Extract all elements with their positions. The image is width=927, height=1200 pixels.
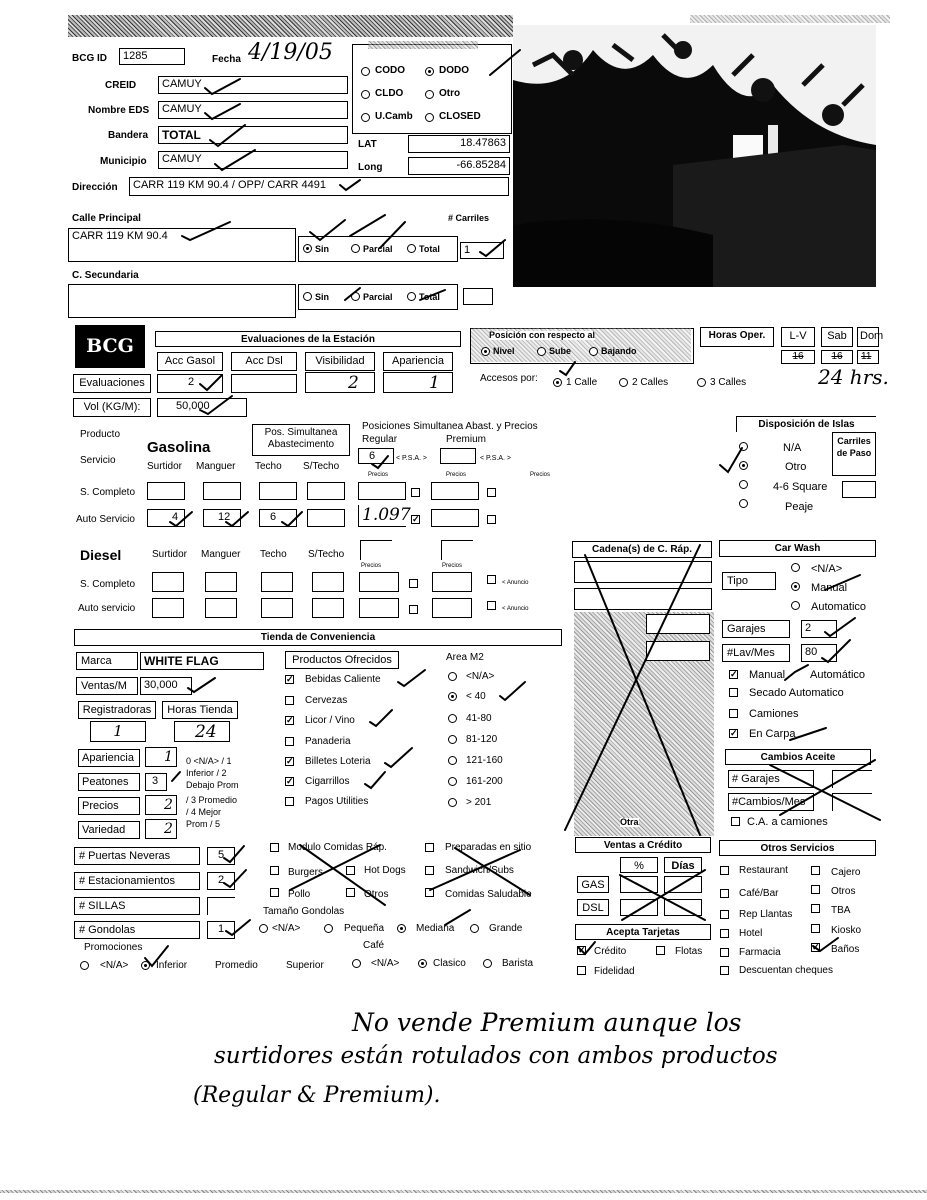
area-121-160-label: 121-160 (466, 755, 503, 766)
municipio-label: Municipio (100, 156, 147, 167)
area-na-label: <N/A> (466, 671, 495, 682)
bandera-field[interactable]: TOTAL (158, 126, 348, 144)
vol-label[interactable]: Vol (KG/M): (73, 398, 151, 417)
serv-cafebar-label: Café/Bar (739, 888, 779, 899)
carwash-manual-check[interactable]: ✓ (730, 669, 738, 679)
tam-pequena-label: Pequeña (344, 923, 385, 934)
producto-label: Producto (80, 429, 121, 440)
vol-field[interactable]: 50,000 (157, 398, 247, 417)
registradoras-field[interactable]: 1 (90, 721, 146, 742)
horas-dom-header: Dom (857, 327, 879, 347)
serv-tba-label: TBA (831, 905, 851, 916)
eval-apariencia-field[interactable]: 1 (383, 372, 453, 393)
eval-col-visibilidad[interactable]: Visibilidad (305, 352, 375, 371)
prod-licor-label: Licor / Vino (305, 715, 355, 726)
eval-col-apariencia[interactable]: Apariencia (383, 352, 453, 371)
dsl-sc-anuncio: < Anuncio (502, 580, 529, 586)
accesos-3-label: 3 Calles (710, 377, 747, 388)
prod-licor-check[interactable]: ✓ (286, 715, 294, 725)
comida-modulo-label: Modulo Comidas Ráp. (288, 842, 387, 853)
productos-title[interactable]: Productos Ofrecidos (285, 651, 399, 669)
regular-label: Regular (362, 434, 398, 445)
tarjeta-flotas-label: Flotas (675, 946, 703, 957)
rating-precios-button[interactable]: Precios (78, 797, 140, 815)
direccion-field[interactable]: CARR 119 KM 90.4 / OPP/ CARR 4491 (129, 177, 509, 196)
premium-psa-label: < P.S.A. > (480, 455, 512, 462)
evaluaciones-row-label[interactable]: Evaluaciones (73, 374, 151, 393)
bcg-id-label: BCG ID (72, 53, 107, 64)
area-161-200-label: 161-200 (466, 776, 503, 787)
carwash-manual-label: Manual (811, 582, 848, 594)
gas-as-manguer[interactable]: 12 (203, 509, 241, 527)
count-sillas-button[interactable]: # SILLAS (74, 897, 200, 915)
gas-col-surtidor: Surtidor (147, 461, 183, 472)
status-closed-label: CLOSED (439, 111, 481, 122)
carwash-tipo-button[interactable]: Tipo (722, 572, 776, 590)
prod-cervezas-label: Cervezas (305, 695, 348, 706)
regular-psa-label: < P.S.A. > (396, 455, 428, 462)
gas-col-stecho: S/Techo (303, 461, 340, 472)
fecha-label: Fecha (212, 54, 241, 65)
carwash-lav-field[interactable]: 80 (801, 644, 837, 662)
calle-secundaria-label: C. Secundaria (72, 270, 139, 281)
note-line-1: No vende Premium aunque los (352, 1008, 742, 1037)
cafe-label: Café (363, 940, 385, 951)
serv-llantas-label: Rep Llantas (739, 909, 793, 920)
gasolina-title: Gasolina (147, 439, 211, 456)
serv-cheques-label: Descuentan cheques (739, 965, 833, 976)
count-neveras-field[interactable]: 5 (207, 847, 235, 865)
media-sin-label: Sin (315, 244, 330, 254)
accesos-1-label: 1 Calle (566, 377, 598, 388)
carwash-auto-label: Automatico (811, 601, 867, 613)
gas-col-techo: Techo (255, 461, 282, 472)
tam-na-label: <N/A> (272, 923, 301, 934)
count-gondolas-button[interactable]: # Gondolas (74, 921, 200, 939)
carwash-garajes-field[interactable]: 2 (801, 620, 837, 638)
carwash-title: Car Wash (719, 540, 876, 557)
pos-sim-abast-label: Pos. Simultanea Abastecimento (264, 427, 338, 450)
credito-gas-button[interactable]: GAS (577, 876, 609, 893)
rating-variedad-button[interactable]: Variedad (78, 821, 140, 839)
carriles-field[interactable]: 1 (460, 242, 504, 259)
carwash-secado-label: Secado Automatico (749, 687, 844, 699)
diesel-title: Diesel (80, 547, 122, 563)
carwash-carpa-label: En Carpa (749, 728, 796, 740)
note-line-2: surtidores están rotulados con ambos productos (214, 1043, 778, 1069)
cadena-title: Cadena(s) de C. Ráp. (572, 541, 712, 558)
scale-1: 0 <N/A> / 1 (186, 756, 232, 766)
posicion-label: Posición con respecto al (489, 330, 596, 340)
tarjeta-fidelidad-label: Fidelidad (594, 966, 635, 977)
aceite-cambios-button[interactable]: #Cambios/Mes (728, 793, 814, 811)
prod-cigarrillos-check[interactable]: ✓ (286, 776, 294, 786)
carwash-manual-check-label: Manual (749, 669, 786, 681)
servicios-title: Otros Servicios (719, 840, 876, 856)
comida-saludable-label: Comidas Saludable (445, 889, 532, 900)
rating-variedad-field[interactable]: 2 (145, 819, 177, 839)
media-parcial-label: Parcial (363, 244, 393, 254)
promo-na-label: <N/A> (100, 960, 129, 971)
carwash-na-label: <N/A> (811, 563, 843, 575)
islas-otro-label: Otro (785, 461, 807, 473)
carwash-lav-button[interactable]: #Lav/Mes (722, 644, 790, 662)
dsl-precios-1: Precios (361, 563, 382, 569)
precios-label-2: Precios (446, 472, 467, 478)
prod-bebidas-label: Bebidas Caliente (305, 674, 381, 685)
islas-title: Disposición de Islas (736, 416, 876, 432)
credito-pct-header: % (620, 857, 658, 873)
comida-preparadas-label: Preparadas en sitio (445, 842, 532, 853)
posicion-sube-label: Sube (549, 346, 572, 356)
credito-dias-header: Días (664, 857, 702, 873)
comida-pollo-label: Pollo (288, 889, 311, 900)
status-ucamb-label: U.Camb (375, 111, 413, 122)
calle-principal-field[interactable]: CARR 119 KM 90.4 (68, 228, 296, 262)
dsl-col-stecho: S/Techo (308, 549, 345, 560)
tam-gondolas-label: Tamaño Gondolas (263, 906, 345, 917)
gas-as-reg-check[interactable]: ✓ (412, 514, 420, 524)
tam-mediana-label: Mediana (416, 923, 455, 934)
pos-abast-precios-label: Posiciones Simultanea Abast. y Precios (362, 421, 538, 432)
eval-col-acc-dsl[interactable]: Acc Dsl (231, 352, 297, 371)
cadena-otra-label: Otra (620, 817, 639, 827)
horas-handwritten: 24 hrs. (818, 365, 889, 389)
servicio-label: Servicio (80, 455, 116, 466)
rating-apariencia-field[interactable]: 1 (145, 747, 177, 767)
carwash-carpa-check[interactable]: ✓ (730, 728, 738, 738)
comida-sandwich-label: Sandwich/Subs (445, 865, 514, 876)
dsl-col-manguer: Manguer (201, 549, 241, 560)
serv-restaurant-label: Restaurant (739, 865, 788, 876)
comida-hotdogs-label: Hot Dogs (364, 865, 406, 876)
eval-visibilidad-field[interactable]: 2 (305, 372, 375, 393)
tienda-title: Tienda de Conveniencia (74, 629, 562, 646)
prod-loteria-check[interactable]: ✓ (286, 756, 294, 766)
aceite-title: Cambios Aceite (725, 749, 871, 765)
aceite-camiones-label: C.A. a camiones (747, 816, 828, 828)
scale-2: Inferior / 2 (186, 768, 227, 778)
gas-col-manguer: Manguer (196, 461, 236, 472)
rating-apariencia-button[interactable]: Apariencia (78, 749, 140, 767)
lat-label: LAT (358, 139, 377, 150)
ventas-button[interactable]: Ventas/M (76, 677, 138, 695)
serv-farmacia-label: Farmacia (739, 947, 781, 958)
accesos-2-label: 2 Calles (632, 377, 669, 388)
cafe-clasico-label: Clasico (433, 958, 466, 969)
dsl-precios-2: Precios (442, 563, 463, 569)
creid-field[interactable]: CAMUY (158, 76, 348, 94)
dsl-row-autoservicio: Auto servicio (78, 603, 136, 614)
horas-tienda-field[interactable]: 24 (174, 721, 230, 742)
serv-kiosko-label: Kiosko (831, 925, 862, 936)
carriles-label: # Carriles (448, 213, 490, 223)
horas-sab-field[interactable]: 16 (821, 350, 853, 364)
scale-5: / 4 Mejor (186, 807, 222, 817)
status-codo-label: CODO (375, 65, 405, 76)
bcg-id-field[interactable]: 1285 (119, 48, 185, 65)
area-201-label: > 201 (466, 797, 492, 808)
serv-banos-check[interactable]: ✓ (812, 942, 820, 952)
rating-peatones-button[interactable]: Peatones (78, 773, 140, 791)
carwash-camiones-label: Camiones (749, 708, 799, 720)
scale-3: Debajo Prom (186, 780, 239, 790)
gas-row-autoservicio: Auto Servicio (76, 514, 135, 525)
bandera-label: Bandera (108, 130, 149, 141)
serv-banos-label: Baños (831, 944, 860, 955)
precios-label-3: Precios (530, 472, 551, 478)
status-dodo-label: DODO (439, 65, 469, 76)
prod-loteria-label: Billetes Loteria (305, 756, 371, 767)
islas-peaje-label: Peaje (785, 501, 814, 513)
count-gondolas-field[interactable]: 1 (207, 921, 235, 939)
regular-psa-field[interactable]: 6 (358, 448, 394, 464)
area-41-80-label: 41-80 (466, 713, 492, 724)
horas-dom-field[interactable]: 11 (857, 350, 879, 364)
lon-field[interactable]: -66.85284 (408, 157, 510, 175)
area-81-120-label: 81-120 (466, 734, 498, 745)
calle-principal-label: Calle Principal (72, 213, 141, 224)
media-total-label: Total (419, 244, 440, 254)
tarjeta-credito-check[interactable]: ✓ (578, 945, 586, 955)
serv-cajero-label: Cajero (831, 867, 861, 878)
posicion-bajando-label: Bajando (601, 346, 637, 356)
bcg-logo: BCG (75, 325, 145, 368)
aceite-garajes-button[interactable]: # Garajes (728, 770, 814, 788)
carwash-auto-check-label: Automático (810, 669, 866, 681)
gas-as-precio-reg[interactable]: 1.097 (358, 505, 406, 527)
scan-footer-noise (0, 1190, 927, 1193)
media2-sin-label: Sin (315, 292, 330, 302)
posicion-nivel-label: Nivel (493, 346, 515, 356)
prod-panaderia-label: Panaderia (305, 736, 351, 747)
count-estac-field[interactable]: 2 (207, 872, 235, 890)
status-cldo-label: CLDO (375, 88, 404, 99)
horas-sab-header: Sab (821, 327, 853, 347)
promo-inferior-label: Inferior (156, 960, 188, 971)
rating-peatones-field[interactable]: 3 (145, 773, 167, 791)
eval-col-acc-gasol[interactable]: Acc Gasol (157, 352, 223, 371)
comida-burgers-label: Burgers (288, 867, 324, 878)
status-otro-label: Otro (439, 88, 461, 99)
rating-precios-field[interactable]: 2 (145, 795, 177, 815)
media2-parcial-label: Parcial (363, 292, 393, 302)
area-title: Area M2 (446, 652, 484, 663)
cafe-barista-label: Barista (502, 958, 534, 969)
gas-row-scompleto: S. Completo (80, 487, 136, 498)
lat-field[interactable]: 18.47863 (408, 135, 510, 153)
count-neveras-button[interactable]: # Puertas Neveras (74, 847, 200, 865)
municipio-field[interactable]: CAMUY (158, 151, 348, 169)
area-40-label: < 40 (466, 691, 486, 702)
prod-cigarrillos-label: Cigarrillos (305, 776, 350, 787)
prod-bebidas-check[interactable]: ✓ (286, 674, 294, 684)
marca-field[interactable]: WHITE FLAG (140, 652, 264, 670)
scale-4: / 3 Promedio (186, 795, 238, 805)
nombre-eds-label: Nombre EDS (88, 105, 150, 116)
precios-label-1: Precios (368, 472, 389, 478)
promo-promedio-label: Promedio (215, 960, 258, 971)
gas-as-techo[interactable]: 6 (259, 509, 297, 527)
fecha-handwritten: 4/19/05 (248, 40, 333, 65)
lon-label: Long (358, 162, 383, 173)
horas-tienda-button[interactable]: Horas Tienda (162, 701, 238, 719)
creid-label: CREID (105, 80, 137, 91)
evaluaciones-title: Evaluaciones de la Estación (155, 331, 461, 347)
cafe-na-label: <N/A> (371, 958, 400, 969)
premium-label: Premium (446, 434, 487, 445)
horas-oper-button[interactable]: Horas Oper. (700, 327, 774, 347)
prod-pagos-label: Pagos Utilities (305, 796, 369, 807)
carwash-garajes-button[interactable]: Garajes (722, 620, 790, 638)
horas-lv-field[interactable]: 16 (781, 350, 815, 364)
tarjeta-credito-label: Crédito (594, 946, 627, 957)
count-estac-button[interactable]: # Estacionamientos (74, 872, 200, 890)
registradoras-button[interactable]: Registradoras (78, 701, 156, 719)
dsl-as-anuncio: < Anuncio (502, 606, 529, 612)
serv-otros-label: Otros (831, 886, 856, 897)
direccion-label: Dirección (72, 182, 118, 193)
credito-title: Ventas a Crédito (575, 837, 711, 853)
accesos-label: Accesos por: (480, 373, 538, 384)
tam-grande-label: Grande (489, 923, 523, 934)
serv-hotel-label: Hotel (739, 928, 763, 939)
note-line-3: (Regular & Premium). (193, 1083, 441, 1108)
credito-dsl-button[interactable]: DSL (577, 899, 609, 916)
ventas-field[interactable]: 30,000 (140, 677, 192, 695)
nombre-eds-field[interactable]: CAMUY (158, 101, 348, 119)
promo-label: Promociones (84, 942, 143, 953)
gas-as-surtidor[interactable]: 4 (147, 509, 185, 527)
marca-button[interactable]: Marca (76, 652, 138, 670)
eval-acc-gasol-field[interactable]: 2 (157, 374, 223, 393)
dsl-col-techo: Techo (260, 549, 287, 560)
dsl-col-surtidor: Surtidor (152, 549, 188, 560)
comida-otros-label: Otros (364, 889, 389, 900)
tarjetas-title: Acepta Tarjetas (575, 924, 711, 940)
islas-square-label: 4-6 Square (773, 481, 828, 493)
horas-lv-header: L-V (781, 327, 815, 347)
scale-6: Prom / 5 (186, 819, 221, 829)
promo-superior-label: Superior (286, 960, 324, 971)
carriles-paso-label: Carriles de Paso (836, 436, 872, 458)
islas-na-label: N/A (783, 442, 802, 454)
media2-total-label: Total (419, 292, 440, 302)
dsl-row-scompleto: S. Completo (80, 579, 136, 590)
